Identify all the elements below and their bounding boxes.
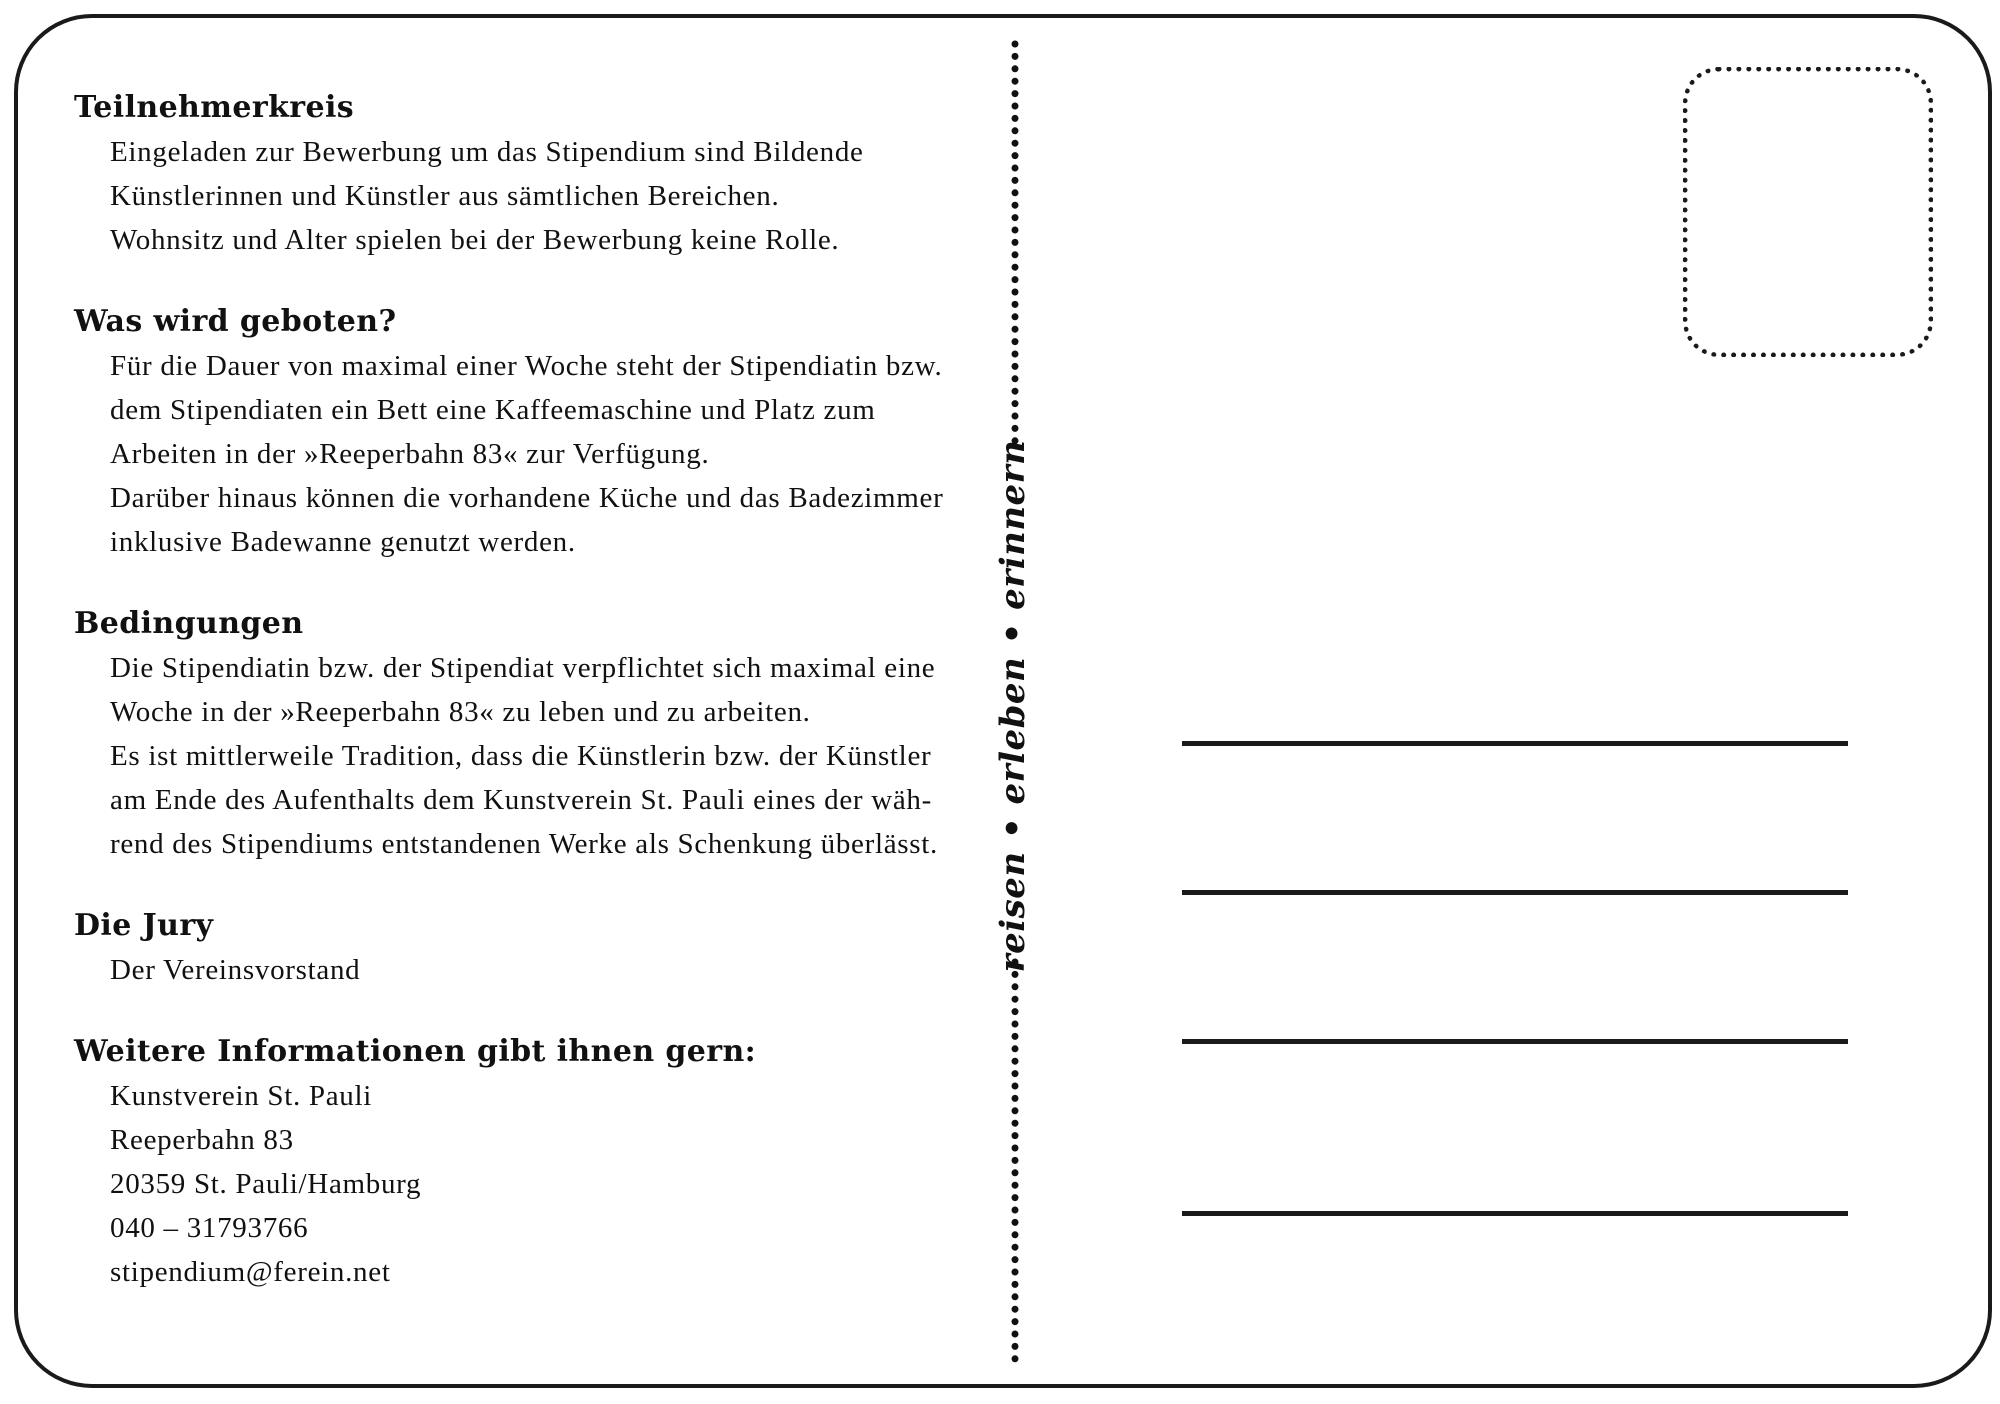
stamp-box <box>1683 67 1933 357</box>
section-kontakt <box>74 1030 974 1294</box>
section-line: rend des Stipendiums entstandenen Werke als Schenkung überlässt. <box>110 828 938 860</box>
contact-phone: 040 – 31793766 <box>110 1212 309 1244</box>
section-line: inklusive Badewanne genutzt werden. <box>110 526 576 558</box>
section-line: Die Stipendiatin bzw. der Stipendiat verpflichtet sich maximal eine <box>110 652 936 684</box>
section-line: dem Stipendiaten ein Bett eine Kaffeemaschine und Platz zum <box>110 394 876 426</box>
contact-email[interactable]: stipendium@ferein.net <box>110 1256 391 1288</box>
contact-name: Kunstverein St. Pauli <box>110 1080 372 1112</box>
section-line: Es ist mittlerweile Tradition, dass die Künstlerin bzw. der Künstler <box>110 740 932 772</box>
section-heading: Was wird geboten? <box>74 304 397 339</box>
contact-street: Reeperbahn 83 <box>110 1124 294 1156</box>
dotted-divider <box>993 38 1033 1374</box>
section-line: Wohnsitz und Alter spielen bei der Bewerbung keine Rolle. <box>110 224 840 256</box>
section-line: Eingeladen zur Bewerbung um das Stipendium sind Bildende <box>110 136 864 168</box>
section-heading: Weitere Informationen gibt ihnen gern: <box>74 1034 757 1069</box>
info-column <box>74 86 974 1332</box>
divider-slogan: reisen • erleben • erinnern <box>993 439 1033 973</box>
section-line: Darüber hinaus können die vorhandene Küche und das Badezimmer <box>110 482 944 514</box>
section-teilnehmerkreis <box>74 86 974 262</box>
section-line: Für die Dauer von maximal einer Woche steht der Stipendiatin bzw. <box>110 350 943 382</box>
section-heading: Teilnehmerkreis <box>74 90 355 125</box>
section-heading: Bedingungen <box>74 606 304 641</box>
address-line <box>1182 741 1848 746</box>
address-line <box>1182 1211 1848 1216</box>
section-line: am Ende des Aufenthalts dem Kunstverein St. Pauli eines der wäh- <box>110 784 932 816</box>
contact-city: 20359 St. Pauli/Hamburg <box>110 1168 422 1200</box>
section-heading: Die Jury <box>74 908 214 943</box>
section-line: Künstlerinnen und Künstler aus sämtlichen Bereichen. <box>110 180 780 212</box>
section-jury <box>74 904 974 992</box>
section-line: Woche in der »Reeperbahn 83« zu leben und zu arbeiten. <box>110 696 811 728</box>
address-line <box>1182 890 1848 895</box>
section-angebot <box>74 300 974 564</box>
section-line: Der Vereinsvorstand <box>110 954 361 986</box>
section-line: Arbeiten in der »Reeperbahn 83« zur Verfügung. <box>110 438 710 470</box>
section-bedingungen <box>74 602 974 866</box>
address-line <box>1182 1039 1848 1044</box>
